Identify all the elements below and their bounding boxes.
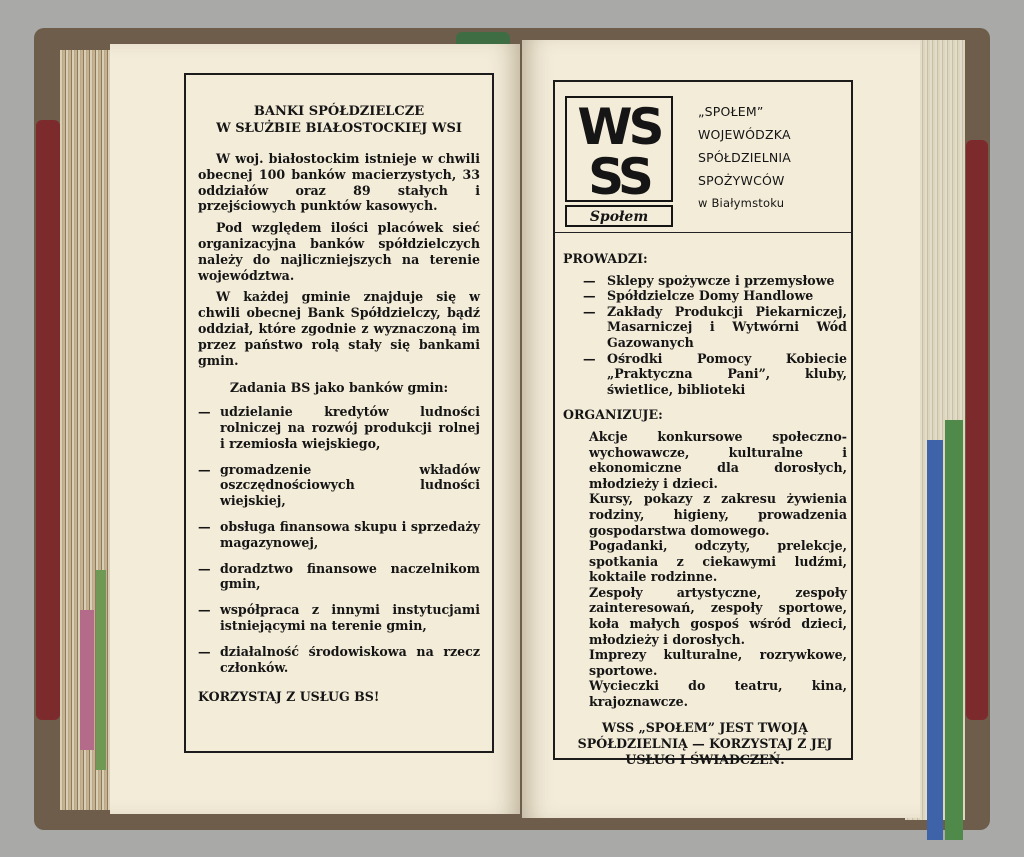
prowadzi-list <box>563 273 847 398</box>
logo-script: Społem <box>589 209 649 225</box>
dash-bullet: — <box>198 643 211 659</box>
list-item <box>583 351 847 398</box>
bank-advert-box <box>184 73 494 753</box>
page-tab-blue <box>927 440 943 840</box>
bank-paragraph-2: Pod względem ilości placówek sieć organizacyjna banków spółdzielczych należy do najliczniejszych na terenie województwa. <box>198 220 480 283</box>
tasks-heading: Zadania BS jako banków gmin: <box>229 380 449 396</box>
organizuje-item: Zespoły artystyczne, zespoły zainteresowań, zespoły sportowe, koła małych gospoś wśród dzieci, młodzieży i dorosłych. <box>589 584 847 647</box>
logo-letters-bottom: SS <box>588 148 650 206</box>
list-item-text: obsługa finansowa skupu i sprzedaży magazynowej, <box>220 518 480 550</box>
header-divider <box>553 232 853 233</box>
page-tab-green-right <box>945 420 963 840</box>
list-item-text: Zakłady Produkcji Piekarniczej, Masarniczej i Wytwórni Wód Gazowanych <box>607 303 847 350</box>
list-item <box>198 561 480 593</box>
list-item <box>583 304 847 351</box>
organizuje-item: Pogadanki, odczyty, prelekcje, spotkania z ciekawymi ludźmi, koktaile rodzinne. <box>589 538 847 585</box>
list-item-text: Sklepy spożywcze i przemysłowe <box>607 272 835 288</box>
bank-title-line2: W SŁUŻBIE BIAŁOSTOCKIEJ WSI <box>216 121 462 136</box>
list-item <box>198 519 480 551</box>
dash-bullet: — <box>583 272 596 288</box>
list-item-text: działalność środowiskowa na rzecz członków. <box>220 643 480 675</box>
dash-bullet: — <box>583 288 596 304</box>
organizuje-item: Wycieczki do teatru, kina, krajoznawcze. <box>589 678 847 710</box>
bank-title-line1: BANKI SPÓŁDZIELCZE <box>253 104 425 119</box>
page-tab-green <box>96 570 106 770</box>
page-tab-pink <box>80 610 94 750</box>
bank-paragraph-3: W każdej gminie znajduje się w chwili obecnej Bank Spółdzielczy, bądź oddział, które zgodnie z wyznaczoną im przez państwo rolą stały się bankami gmin. <box>198 289 480 368</box>
spolem-org-name <box>698 100 848 215</box>
organizuje-heading: ORGANIZUJE: <box>563 407 663 423</box>
organizuje-item: Imprezy kulturalne, rozrywkowe, sportowe. <box>589 647 847 678</box>
logo-letters-top: WS <box>577 98 661 156</box>
list-item-text: Ośrodki Pomocy Kobiecie „Praktyczna Pani”, kluby, świetlice, biblioteki <box>607 350 847 397</box>
list-item <box>198 404 480 451</box>
list-item-text: udzielanie kredytów ludności rolniczej na rozwój produkcji rolnej i rzemiosła wiejskiego, <box>220 404 480 451</box>
spolem-content <box>563 247 847 768</box>
spolem-cta: WSS „SPOŁEM” JEST TWOJĄ SPÓŁDZIELNIĄ — KORZYSTAJ Z JEJ USŁUG I ŚWIADCZEŃ. <box>577 719 833 767</box>
list-item <box>583 273 847 289</box>
list-item-text: współpraca z innymi instytucjami istniejącymi na terenie gmin, <box>220 602 480 633</box>
list-item-text: Spółdzielcze Domy Handlowe <box>607 288 814 304</box>
list-item <box>198 644 480 676</box>
dash-bullet: — <box>198 404 211 420</box>
dash-bullet: — <box>198 560 211 576</box>
list-item-text: gromadzenie wkładów oszczędnościowych ludności wiejskiej, <box>220 461 480 509</box>
organizuje-item: Akcje konkursowe społeczno-wychowawcze, kulturalne i ekonomiczne dla dorosłych, młodzieży i dzieci. <box>589 428 847 491</box>
organizuje-list <box>589 429 847 710</box>
list-item <box>583 288 847 304</box>
spolem-advert-box <box>553 80 853 767</box>
bank-cta: KORZYSTAJ Z USŁUG BS! <box>198 689 380 705</box>
organizuje-item: Kursy, pokazy z zakresu żywienia rodziny, higieny, prowadzenia gospodarstwa domowego. <box>589 491 847 538</box>
prowadzi-heading: PROWADZI: <box>563 251 648 266</box>
org-line-2: WOJEWÓDZKA SPÓŁDZIELNIA <box>698 127 792 165</box>
org-city: w Białymstoku <box>698 196 785 210</box>
bank-paragraph-1: W woj. białostockim istnieje w chwili obecnej 100 banków macierzystych, 33 oddziałów oraz 89 stałych i przejściowych punktów kasowych. <box>198 151 480 214</box>
wss-spolem-logo <box>565 96 673 228</box>
org-line-3: SPOŻYWCÓW <box>698 173 785 188</box>
list-item <box>198 602 480 634</box>
cover-spine-right <box>966 140 988 720</box>
cover-spine-left <box>36 120 60 720</box>
dash-bullet: — <box>198 461 211 477</box>
dash-bullet: — <box>198 602 211 618</box>
dash-bullet: — <box>198 518 211 534</box>
org-line-1: „SPOŁEM” <box>698 104 764 119</box>
tasks-list <box>198 404 480 675</box>
dash-bullet: — <box>583 303 596 319</box>
dash-bullet: — <box>583 350 596 366</box>
list-item-text: doradztwo finansowe naczelnikom gmin, <box>220 560 480 592</box>
list-item <box>198 462 480 509</box>
